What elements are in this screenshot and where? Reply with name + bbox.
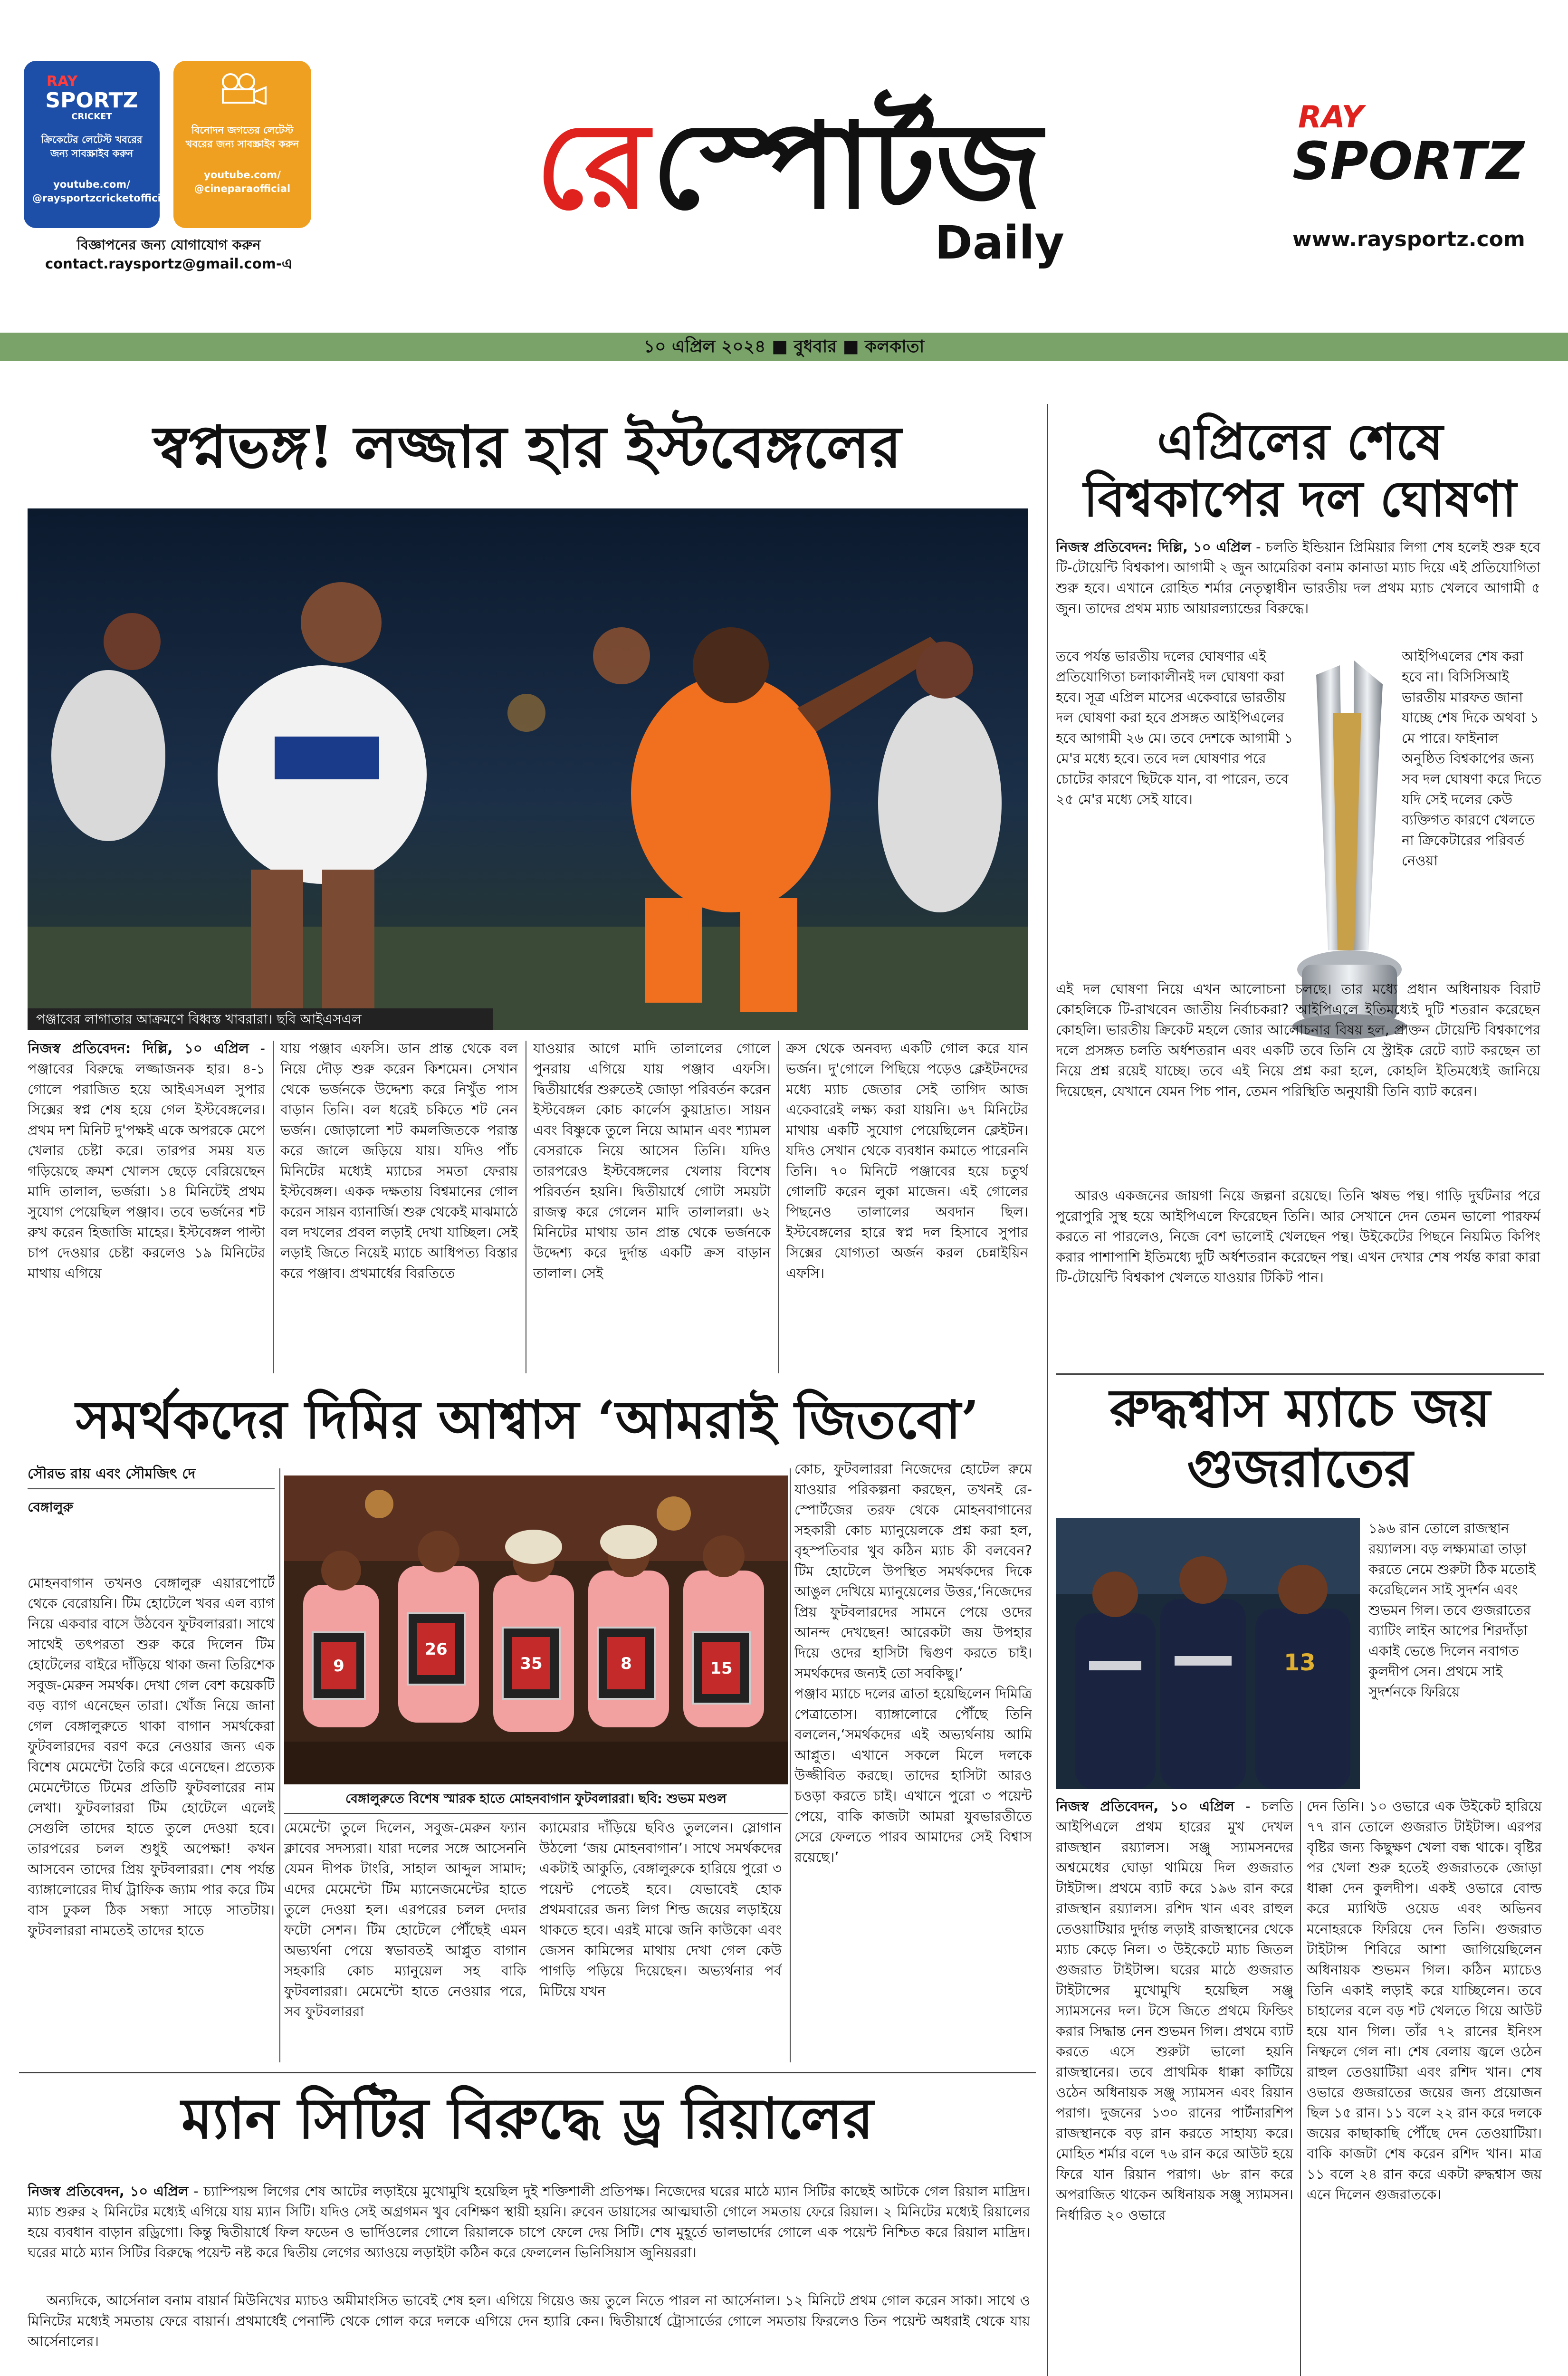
article4-right-text: আইপিএলের শেষ করা হবে না। বিসিসিআই ভারতীয় মারফত জানা যাচ্ছে শেষ দিকে অথবা ১ মে পারে। ফাইনাল অনুষ্ঠিত বিশ্বকাপের জন্য সব দল ঘোষণা করে দিতে যদি সেই দলের কেউ ব্যক্তিগত কারণে খেলতে না ক্রিকেটারের পরিবর্ত নেওয়া <box>1402 648 1541 869</box>
raysportz-logo <box>1292 100 1539 209</box>
article2-photo-caption: বেঙ্গালুরুতে বিশেষ স্মারক হাতে মোহনবাগান ফুটবলাররা। ছবি: শুভম মণ্ডল <box>345 1792 727 1806</box>
article4-left-col <box>1056 646 1293 979</box>
article2-photo <box>284 1475 788 1784</box>
article2-place: বেঙ্গালুরু <box>28 1499 73 1515</box>
article5-left-col <box>1056 1796 1293 2376</box>
jersey-number: 8 <box>621 1654 632 1673</box>
masthead-title-black: স্পোর্টজ <box>651 97 1042 235</box>
article1-col4-text: ক্রস থেকে অনবদ্য একটি গোল করে যান ভর্জন। দু'গোলে পিছিয়ে পড়েও ক্লেইটনদের মধ্যে ম্যাচ জেতার সেই তাগিদ আজ একেবারেই লক্ষ্য করা যায়নি। ৬৭ মিনিটের মাথায় একটি সুযোগ পেয়েছিলেন ক্লেইটন। যদিও সেখান থেকে ব্যবধান কমাতে পারেননি তিনি। ৭০ মিনিটে পঞ্জাবের হয়ে চতুর্থ গোলটি করেন লুকা মাজেন। এই গোলের পিছনেও তালালের অবদান ছিল। ইস্টবেঙ্গলের হারে স্বপ্ন দল হিসাবে সুপার সিক্সের যোগ্যতা অর্জন করল চেন্নাইয়িন এফসি। <box>786 1040 1028 1281</box>
jersey-number: 35 <box>520 1654 543 1673</box>
article3-para2-text: অন্যদিকে, আর্সেনাল বনাম বায়ার্ন মিউনিখের ম্যাচও অমীমাংসিত ভাবেই শেষ হল। এগিয়ে গিয়েও জয় তুলে নিতে পারল না আর্সেনাল। ১২ মিনিটে প্রথম গোল করেন সাকা। সাথে ও মিনিটের মধ্যেই সমতায় ফেরে বায়ার্ন। প্রথমার্ধেই পেনাল্টি থেকে গোল করে দলকে এগিয়ে দেন হ্যারি কেন। দ্বিতীয়ার্ধে ট্রোসার্ডের গোলে সমতায় ফিরলেও তিন পয়েন্ট অধরাই থেকে যায় আর্সেনালের। <box>28 2292 1030 2349</box>
promo-handle: youtube.com/ @raysportzcricketofficial <box>32 179 172 204</box>
ad-contact-line1: বিজ্ঞাপনের জন্য যোগাযোগ করুন <box>76 237 261 253</box>
article3-paragraph-2 <box>28 2290 1030 2357</box>
promo-text: ক্রিকেটের লেটেস্ট খবরের জন্য সাবস্ক্রাইব করুন <box>41 134 143 159</box>
col-rule <box>273 1041 274 1373</box>
article3-paragraph-1 <box>28 2181 1030 2286</box>
article4-para3-text: আরও একজনের জায়গা নিয়ে জল্পনা রয়েছে। তিনি ঋষভ পন্থ। গাড়ি দুর্ঘটনার পরে পুরোপুরি সুস্থ হয়ে আইপিএলে ফিরেছেন তিনি। আর সেখানে দেন তেমন ভালো পারফর্ম করতে না পারলেও, নিজে বেশ ভালোই খেলছেন পন্থ। উইকেটের পিছনে নিয়মিত কিপিং করার পাশাপাশি ইতিমধ্যে দুটি অর্ধশতরান করেছেন পন্থ। এখন দেখার শেষ পর্যন্ত কারা কারা টি-টোয়েন্টি বিশ্বকাপ খেলতে যাওয়ার টিকিট পান। <box>1056 1188 1540 1285</box>
section-rule <box>19 2072 1036 2073</box>
article4-lead-text: - চলতি ইন্ডিয়ান প্রিমিয়ার লিগা শেষ হলেই শুরু হবে টি-টোয়েন্টি বিশ্বকাপ। আগামী ২ জুন আমেরিকা বনাম কানাডা ম্যাচ দিয়ে এই প্রতিযোগিতা শুরু হবে। এখানে রোহিত শর্মার নেতৃত্বাধীন ভারতীয় দল প্রথম ম্যাচ খেলবে আগামী ৫ জুন। তাদের প্রথম ম্যাচ আয়ারল্যান্ডের বিরুদ্ধে। <box>1056 539 1540 616</box>
article4-dateline: নিজস্ব প্রতিবেদন: দিল্লি, ১০ এপ্রিল <box>1056 539 1252 555</box>
article5-side-text: ১৯৬ রান তোলে রাজস্থান রয়্যালস। বড় লক্ষ্যমাত্রা তাড়া করতে নেমে শুরুটা ঠিক মতোই করেছিলেন সাই সুদর্শন এবং শুভমন গিল। তবে গুজরাতের ব্যাটিং লাইন আপের শিরদাঁড়া একাই ভেঙে দিলেন নবাগত কুলদীপ সেন। প্রথমে সাই সুদর্শনকে ফিরিয়ে <box>1368 1520 1536 1700</box>
article3-para1-text: - চ্যাম্পিয়ন্স লিগের শেষ আটের লড়াইয়ে মুখোমুখি হয়েছিল দুই শক্তিশালী প্রতিপক্ষ। নিজেদের ঘরের মাঠে ম্যান সিটির কাছেই আটকে গেল রিয়াল মাদ্রিদ। ম্যাচ শুরুর ২ মিনিটের মধ্যেই এগিয়ে যায় ম্যান সিটি। যদিও সেই অগ্রগমন খুব বেশিক্ষণ স্থায়ী হয়নি। রুবেন ডায়াসের আত্মঘাতী গোলে সমতায় ফেরে রিয়াল। ২ মিনিটের মধ্যেই রিয়ালের হয়ে ব্যবধান বাড়ান রড্রিগো। কিন্তু দ্বিতীয়ার্ধে ফিল ফডেন ও ভার্দিওলের গোলে রিয়ালকে চাপে ফেলে দেয় সিটি। শেষ মুহূর্তে ভালভার্দের গোলে এক পয়েন্ট নিশ্চিত করে রিয়াল মাদ্রিদ। ঘরের মাঠে ম্যান সিটির বিরুদ্ধে পয়েন্ট নষ্ট করে দ্বিতীয় লেগের অ্যাওয়ে লড়াইটা কঠিন করে ফেললেন ভিনিসিয়াস জুনিয়ররা। <box>28 2183 1030 2261</box>
masthead-edition: Daily <box>935 216 1064 269</box>
article4-lead <box>1056 537 1540 642</box>
article2-headline: সমর্থকদের দিমির আশ্বাস ‘আমরাই জিতবো’ <box>76 1389 979 1450</box>
byline-rule <box>28 1488 275 1489</box>
caption-rule <box>284 1813 788 1814</box>
article2-col4-top-text: কোচ, ফুটবলাররা নিজেদের হোটেল রুমে যাওয়ার পরিকল্পনা করছেন, তখনই রে-স্পোর্টজের তরফ থেকে মোহনবাগানের সহকারী কোচ ম্যানুয়েলকে প্রশ্ন করা হল, বৃহস্পতিবার খুব কঠিন ম্যাচ কী বলবেন? টিম হোটেলে উপস্থিত সমর্থকদের দিকে আঙুল দেখিয়ে ম্যানুয়েলের উত্তর,‘নিজেদের প্রিয় ফুটবলারদের সামনে পেয়ে ওদের আনন্দ দেখছেন! আরেকটা জয় উপহার দিয়ে ওদের হাসিটা দ্বিগুণ করতে চাই। সমর্থকদের জন্যই তো সবকিছু।’ <box>794 1461 1032 1681</box>
cinepara-promo[interactable] <box>173 61 311 228</box>
article5-photo-side-text <box>1368 1518 1542 1789</box>
masthead-title-red: রে <box>535 97 650 235</box>
svg-text:13: 13 <box>1284 1649 1316 1676</box>
jersey-number: 9 <box>333 1657 344 1676</box>
promo-text: বিনোদন জগতের লেটেস্ট খবরের জন্য সাবস্ক্রাইব করুন <box>185 125 299 150</box>
article2-col3-text: ক্যামেরার দাঁড়িয়ে ছবিও তুললেন। স্লোগান উঠলো ‘জয় মোহনবাগান’। সাথে সমর্থকদের একটাই আকুতি, বেঙ্গালুরুকে হারিয়ে পুরো ৩ পয়েন্ট পেতেই হবে। যেভাবেই হোক প্রথমবারের জন্য লিগ শিল্ড জয়ের লড়াইয়ে থাকতে হবে। এরই মাঝে জনি কাউকো এবং জেসন কামিন্সের মাথায় দেখা গেল কেউ পাগড়ি পড়িয়ে দিয়েছেন। অভ্যর্থনার পর্ব মিটিয়ে যখন <box>539 1820 782 1999</box>
article4-paragraph-2 <box>1056 979 1540 1183</box>
section-rule <box>1056 1373 1544 1375</box>
ad-contact-email[interactable]: contact.raysportz@gmail.com-এ <box>45 256 292 272</box>
website-url[interactable]: www.raysportz.com <box>1292 227 1525 251</box>
col-rule <box>279 1468 280 2062</box>
article1-photo-caption: পঞ্জাবের লাগাতার আক্রমণে বিধ্বস্ত খাবরারা। ছবি আইএসএল <box>28 1008 493 1030</box>
article3-headline: ম্যান সিটির বিরুদ্ধে ড্র রিয়ালের <box>181 2085 874 2151</box>
col-rule <box>790 1468 791 2062</box>
promo-brand: SPORTZ <box>45 88 138 113</box>
article4-paragraph-3 <box>1056 1186 1540 1366</box>
article1-headline: স্বপ্নভঙ্গ! লজ্জার হার ইস্টবেঙ্গলের <box>153 412 902 481</box>
jersey-number: 15 <box>710 1659 733 1678</box>
raysportz-logo-top: RAY <box>1298 100 1364 135</box>
article1-column-3 <box>533 1038 771 1380</box>
article1-column-2 <box>280 1038 518 1380</box>
article4-left-text: তবে পর্যন্ত ভারতীয় দলের ঘোষণার এই প্রতিযোগিতা চলাকালীনই দল ঘোষণা করা হবে। সূত্র এপ্রিল মাসের একেবারে ভারতীয় দল ঘোষণা করা হবে প্রসঙ্গত আইপিএলের হবে আগামী ২৬ মে। তবে দেশকে আগামী ১ মে'র মধ্যে হবে। তবে দল ঘোষণার পরে চোটের কারণে ছিটকে যান, বা পারেন, তবে ২৫ মে'র মধ্যে সেই যাবে। <box>1056 648 1293 807</box>
article5-left-text: - চলতি আইপিএলে প্রথম হারের মুখ দেখল রাজস্থান রয়্যালস। সঞ্জু স্যামসনদের অশ্বমেধের ঘোড়া থামিয়ে দিল গুজরাত টাইটান্স। প্রথমে ব্যাট করে ১৯৬ রান করে রাজস্থান রয়্যালস। রশিদ খান এবং রাহুল তেওয়াটিয়ার দুর্দান্ত লড়াই রাজস্থানের থেকে ম্যাচ কেড়ে নিল। ৩ উইকেটে ম্যাচ জিতল গুজরাত টাইটান্স। ঘরের মাঠে গুজরাত টাইটান্সের মুখোমুখি হয়েছিল সঞ্জু স্যামসনের দল। টসে জিতে প্রথমে ফিল্ডিং করার সিদ্ধান্ত নেন শুভমন গিল। প্রথমে ব্যাট করতে এসে শুরুটা ভালো হয়নি রাজস্থানের। তবে প্রাথমিক ধাক্কা কাটিয়ে ওঠেন অধিনায়ক সঞ্জু স্যামসন এবং রিয়ান পরাগ। দুজনের ১৩০ রানের পার্টনারশিপ রাজস্থানকে বড় রান করতে সাহায্য করে। মোহিত শর্মার বলে ৭৬ রান করে আউট হয়ে ফিরে যান রিয়ান পরাগ। ৬৮ রান করে অপরাজিত থাকেন অধিনায়ক সঞ্জু স্যামসন। নির্ধারিত ২০ ওভারে <box>1056 1798 1293 2223</box>
article2-col4-bottom-text: পঞ্জাব ম্যাচে দলের ত্রাতা হয়েছিলেন দিমিত্রি পেত্রাতোস। ব্যাঙ্গালোরে পৌঁছে তিনি বললেন,‘সমর্থকদের এই অভ্যর্থনায় আমি আপ্লুত। এখানে সকলে মিলে দলকে উজ্জীবিত করছে। তাদের হাসিটা আরও চওড়া করতে চাই। এখানে পুরো ৩ পয়েন্ট পেয়ে, বাকি কাজটা আমরা যুবভারতীতে সেরে ফেলতে পারব আমাদের সেই বিশ্বাস রয়েছে।’ <box>794 1686 1032 1865</box>
article4-para2-text: এই দল ঘোষণা নিয়ে এখন আলোচনা চলছে। তার মধ্যে প্রধান অধিনায়ক বিরাট কোহলিকে টি-রাখবেন জাতীয় নির্বাচকরা? আইপিএলে ইতিমধ্যেই দুটি শতরান করেছেন কোহলি। ভারতীয় ক্রিকেট মহলে জোর আলোচনার বিষয় হল, প্রাক্তন টোয়েন্টি বিশ্বকাপের দলে প্রসঙ্গত চলতি অর্ধশতরান এবং একটি তবে তিনি যে স্ট্রাইক রেটে ব্যাট করছেন তা নিয়ে প্রশ্ন রয়েই যাচ্ছে। তবে এই নিয়ে প্রশ্ন করা হলে, কোহলি ইতিমধ্যেই জানিয়ে দিয়েছেন, যেখানে যেমন পিচ পান, তেমন পরিস্থিতি অনুযায়ী তিনি ব্যাট করেন। <box>1056 981 1540 1099</box>
article4-right-col <box>1402 646 1542 969</box>
masthead <box>504 95 1074 285</box>
jersey-number: 26 <box>425 1640 448 1659</box>
article5-right-text: দেন তিনি। ১০ ওভারে এক উইকেট হারিয়ে ৭৭ রান তোলে গুজরাত টাইটান্স। এরপর বৃষ্টির জন্য কিছুক্ষণ খেলা বন্ধ থাকে। বৃষ্টির পর খেলা শুরু হতেই গুজরাতকে জোড়া ধাক্কা দেন কুলদীপ। একই ওভারে বোল্ড করে ম্যাথিউ ওয়েড এবং অভিনব মনোহরকে ফিরিয়ে দেন তিনি। গুজরাত টাইটান্স শিবিরে আশা জাগিয়েছিলেন অধিনায়ক শুভমন গিল। কঠিন ম্যাচেও তিনি একাই লড়াই করে যাচ্ছিলেন। তবে চাহালের বলে বড় শট খেলতে গিয়ে আউট হয়ে যান গিল। তাঁর ৭২ রানের ইনিংস নিষ্ফলে গেল না। শেষ বেলায় জ্বলে ওঠেন রাহুল তেওয়াটিয়া এবং রশিদ খান। শেষ ওভারে গুজরাতের জয়ের জন্য প্রয়োজন ছিল ১৫ রান। ১১ বলে ২২ রান করে দলকে জয়ের কাছাকাছি পৌঁছে দেন তেওয়াটিয়া। বাকি কাজটা শেষ করেন রশিদ খান। মাত্র ১১ বলে ২৪ রান করে একটা রুদ্ধশ্বাস জয় এনে দিলেন গুজরাতকে। <box>1307 1798 1542 2203</box>
article1-dateline: নিজস্ব প্রতিবেদন: দিল্লি, ১০ এপ্রিল <box>28 1040 249 1056</box>
article1-photo <box>28 508 1028 1030</box>
date-band: ১০ এপ্রিল ২০২৪ ■ বুধবার ■ কলকাতা <box>0 333 1568 361</box>
article2-column-4 <box>794 1459 1032 2072</box>
film-camera-icon <box>216 73 268 105</box>
article2-col1-text: মোহনবাগান তখনও বেঙ্গালুরু এয়ারপোর্টে থেকে বেরোয়নি। টিম হোটেলে খবর এল ব্যাগ নিয়ে একবার বাসে উঠবেন ফুটবলাররা। সাথে সাথেই তৎপরতা শুরু করে দিলেন টিম হোটেলের বাইরে দাঁড়িয়ে থাকা জনা তিরিশেক সবুজ-মেরুন সমর্থক। দেখা গেল বেশ কয়েকটি বড় ব্যাগ এনেছেন তারা। খোঁজ নিয়ে জানা গেল বেঙ্গালুরুতে থাকা বাগান সমর্থকেরা ফুটবলারদের বরণ করে নেওয়ার জন্য এক বিশেষ মেমেন্টো তৈরি করে এনেছেন। প্রত্যেক মেমেন্টোতে টিমের প্রতিটি ফুটবলারের নাম লেখা। ফুটবলাররা টিম হোটেলে এলেই সেগুলি তাদের হাতে তুলে দেওয়া হবে। তারপরের চলল শুধুই অপেক্ষা! কখন আসবেন তাদের প্রিয় ফুটবলাররা। শেষ পর্যন্ত ব্যাঙ্গালোরের দীর্ঘ ট্রাফিক জ্যাম পার করে টিম বাস ঢুকল ঠিক সন্ধ্যা সাড়ে সাতটায়। ফুটবলাররা নামতেই তাদের হাতে <box>28 1575 275 1938</box>
col-rule <box>1300 1801 1301 2376</box>
article5-headline: রুদ্ধশ্বাস ম্যাচে জয় গুজরাতের <box>1109 1377 1491 1499</box>
raysportz-logo-name: SPORTZ <box>1292 131 1524 192</box>
column-divider <box>1047 404 1048 2376</box>
article2-col2-text: মেমেন্টো তুলে দিলেন, সবুজ-মেরুন ফ্যান ক্লাবের সদস্যরা। যারা দলের সঙ্গে আসেননি যেমন দীপক টাংরি, সাহাল আব্দুল সামাদ; এদের মেমেন্টো টিম ম্যানেজমেন্টের হাতে তুলে দেওয়া হল। এরপরের চলল দেদার ফটো সেশন। টিম হোটেলে পৌঁছেই এমন অভ্যর্থনা পেয়ে স্বভাবতই আপ্লুত বাগান সহকারি কোচ ম্যানুয়েল সহ বাকি ফুটবলাররা। মেমেন্টো হাতে নেওয়ার পরে, সব ফুটবলাররা <box>284 1820 526 2020</box>
article1-column-1 <box>28 1038 265 1380</box>
article1-column-4 <box>786 1038 1028 1380</box>
ad-contact <box>14 235 323 273</box>
article5-right-col <box>1307 1796 1542 2376</box>
article3-dateline: নিজস্ব প্রতিবেদন, ১০ এপ্রিল <box>28 2183 189 2199</box>
article1-col3-text: যাওয়ার আগে মাদি তালালের গোলে পুনরায় এগিয়ে যায় পঞ্জাব এফসি। দ্বিতীয়ার্ধের শুরুতেই জোড়া পরিবর্তন করেন ইস্টবেঙ্গল কোচ কার্লেস কুয়াদ্রাত। সায়ন এবং বিষ্ণুকে তুলে নিয়ে আমান এবং শ্যামল বেসরাকে নিয়ে আসেন তিনি। যদিও তারপরেও ইস্টবেঙ্গলের খেলায় বিশেষ পরিবর্তন হয়নি। দ্বিতীয়ার্ধে গোটা সময়টা রাজত্ব করে গেলেন মাদি তালালরা। ৬২ মিনিটের মাথায় ডান প্রান্ত থেকে ভর্জনকে উদ্দেশ্য করে দুর্দান্ত একটি ক্রস বাড়ান তালাল। সেই <box>533 1040 771 1281</box>
article2-byline: সৌরভ রায় এবং সৌমজিৎ দে <box>28 1466 196 1482</box>
article2-column-1 <box>28 1573 275 2067</box>
article1-col2-text: যায় পঞ্জাব এফসি। ডান প্রান্ত থেকে বল নিয়ে দৌড় শুরু করেন কিশমেন। সেখান থেকে ভর্জনকে উদ্দেশ্য করে নিখুঁত পাস বাড়ান তিনি। বল ধরেই চকিতে শট নেন ভর্জন। জোড়ালো শট কমলজিতকে পরাস্ত করে জালে জড়িয়ে যায়। যদিও পাঁচ মিনিটের মধ্যেই ম্যাচের সমতা ফেরায় ইস্টবেঙ্গল। একক দক্ষতায় বিশ্বমানের গোল করেন সায়ন ব্যানার্জি। শুরু থেকেই মাঝমাঠে বল দখলের প্রবল লড়াই দেখা যাচ্ছিল। সেই লড়াই জিতে নিয়েই ম্যাচে আধিপত্য বিস্তার করে পঞ্জাব। প্রথমার্ধের বিরতিতে <box>280 1040 518 1281</box>
article2-column-3 <box>539 1818 782 2065</box>
article4-headline: এপ্রিলের শেষে বিশ্বকাপের দল ঘোষণা <box>1083 412 1517 528</box>
promo-brand-top: RAY <box>47 73 78 90</box>
promo-brand-sub: CRICKET <box>71 112 112 122</box>
col-rule <box>778 1041 779 1373</box>
article1-col1-text: - পঞ্জাবের বিরুদ্ধে লজ্জাজনক হার। ৪-১ গোলে পরাজিত হয়ে আইএসএল সুপার সিক্সের স্বপ্ন শেষ হয়ে গেল ইস্টবেঙ্গলের। প্রথম দশ মিনিট দু'পক্ষই একে অপরকে মেপে খেলার চেষ্টা করে। তারপর সময় যত গড়িয়েছে ক্রমশ খোলস ছেড়ে বেরিয়েছেন মাদি তালাল, ভর্জরা। ১৪ মিনিটেই প্রথম সুযোগ পেয়েছিল পঞ্জাব। তবে ভর্জনের শট রুখ করেন হিজাজি মাহের। ইস্টবেঙ্গল পাল্টা চাপ দেওয়ার চেষ্টা করলেও ১৯ মিনিটের মাথায় এগিয়ে <box>28 1040 265 1281</box>
article2-column-2 <box>284 1818 526 2065</box>
promo-handle: youtube.com/ @cineparaofficial <box>194 169 291 194</box>
raysportz-cricket-promo[interactable] <box>24 61 172 228</box>
article5-photo <box>1056 1518 1360 1789</box>
article5-dateline: নিজস্ব প্রতিবেদন, ১০ এপ্রিল <box>1056 1798 1234 1814</box>
